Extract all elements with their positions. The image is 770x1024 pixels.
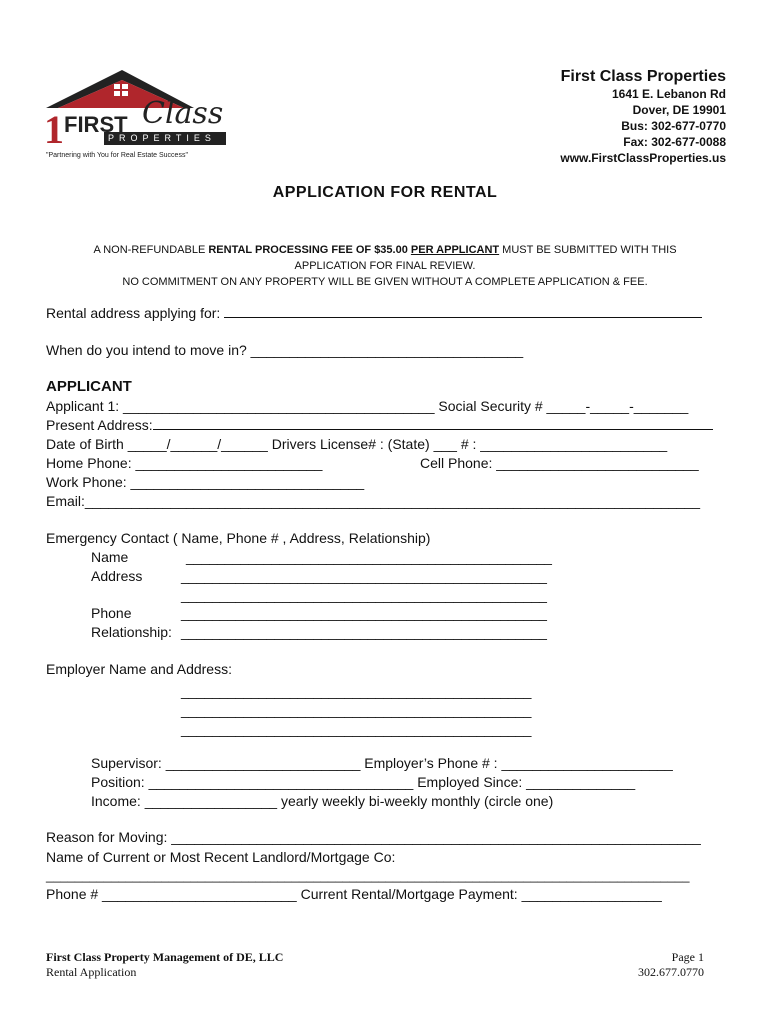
phone-payment-row[interactable]: Phone # _________________________ Current Rental/Mortgage Payment: __________________ <box>46 886 662 902</box>
employer-label: Employer Name and Address: <box>46 661 232 677</box>
rental-address-field[interactable] <box>224 305 702 318</box>
ec-name-label: Name <box>91 549 129 565</box>
ec-relationship-field[interactable]: _______________________________________________ <box>181 624 547 640</box>
ec-address-field-2[interactable]: _______________________________________________ <box>181 587 547 603</box>
work-phone-field[interactable]: Work Phone: ______________________________ <box>46 474 365 490</box>
notice-fee: RENTAL PROCESSING FEE OF $35.00 <box>208 244 411 256</box>
logo-class: Class <box>142 96 224 131</box>
income-row[interactable]: Income: _________________ yearly weekly bi-weekly monthly (circle one) <box>91 793 554 809</box>
company-street: 1641 E. Lebanon Rd <box>611 87 726 101</box>
rental-address-label: Rental address applying for: <box>46 305 221 321</box>
notice-line3: NO COMMITMENT ON ANY PROPERTY WILL BE GIVEN WITHOUT A COMPLETE APPLICATION & FEE. <box>122 276 648 288</box>
company-city: Dover, DE 19901 <box>632 103 726 117</box>
fee-notice <box>30 242 740 290</box>
home-phone-field[interactable]: Home Phone: ________________________ <box>46 455 323 471</box>
move-in-field[interactable]: When do you intend to move in? ___________________________________ <box>46 342 524 358</box>
logo-properties: PROPERTIES <box>108 133 216 143</box>
position-row[interactable]: Position: __________________________________ Employed Since: ______________ <box>91 774 636 790</box>
logo-tagline: "Partnering with You for Real Estate Success" <box>46 152 188 159</box>
ec-phone-label: Phone <box>91 605 132 621</box>
employer-line-2[interactable]: _____________________________________________ <box>181 702 532 718</box>
present-address-row <box>46 417 713 433</box>
company-name: First Class Properties <box>560 68 726 85</box>
emergency-contact-label: Emergency Contact ( Name, Phone # , Address, Relationship) <box>46 530 431 546</box>
notice-line2: APPLICATION FOR FINAL REVIEW. <box>294 260 476 272</box>
email-field[interactable]: Email:_______________________________________________________________________________ <box>46 493 701 509</box>
footer-company: First Class Property Management of DE, LLC <box>46 950 284 964</box>
cell-phone-field[interactable]: Cell Phone: __________________________ <box>420 455 699 471</box>
company-logo <box>44 66 234 166</box>
dob-license-row[interactable]: Date of Birth _____/______/______ Drivers License# : (State) ___ # : ________________________ <box>46 436 668 452</box>
employer-line-3[interactable]: _____________________________________________ <box>181 721 532 737</box>
landlord-label: Name of Current or Most Recent Landlord/Mortgage Co: <box>46 849 396 865</box>
footer-phone: 302.677.0770 <box>638 965 704 979</box>
company-info <box>560 68 726 166</box>
company-bus-phone: Bus: 302-677-0770 <box>621 119 726 133</box>
employer-line-1[interactable]: _____________________________________________ <box>181 683 532 699</box>
logo-first: FIRST <box>64 112 128 137</box>
footer-left <box>46 950 283 980</box>
company-website: www.FirstClassProperties.us <box>560 151 726 165</box>
ec-address-label: Address <box>91 568 143 584</box>
applicant1-row[interactable]: Applicant 1: ________________________________________ Social Security # _____-_____-_______ <box>46 398 689 414</box>
ec-name-field[interactable]: _______________________________________________ <box>186 549 552 565</box>
reason-moving-field[interactable]: Reason for Moving: ____________________________________________________________________ <box>46 829 701 845</box>
rental-address-row <box>46 305 702 321</box>
landlord-field[interactable]: _________________________________________________________________________________________ <box>46 868 690 883</box>
ec-address-field[interactable]: _______________________________________________ <box>181 568 547 584</box>
footer-page-number: Page 1 <box>671 950 704 964</box>
footer-doc-name: Rental Application <box>46 965 137 979</box>
company-fax: Fax: 302-677-0088 <box>623 135 726 149</box>
supervisor-row[interactable]: Supervisor: _________________________ Employer’s Phone # : ______________________ <box>91 755 673 771</box>
present-address-field[interactable] <box>153 417 713 430</box>
present-address-label: Present Address: <box>46 417 153 433</box>
ec-relationship-label: Relationship: <box>91 624 172 640</box>
notice-part4: MUST BE SUBMITTED WITH THIS <box>499 244 677 256</box>
applicant-heading: APPLICANT <box>46 378 132 395</box>
notice-part1: A NON-REFUNDABLE <box>93 244 209 256</box>
page-title: APPLICATION FOR RENTAL <box>272 184 498 201</box>
ec-phone-field[interactable]: _______________________________________________ <box>181 605 547 621</box>
footer-right <box>638 950 704 980</box>
logo-numeral: 1 <box>44 107 64 152</box>
notice-per-applicant: PER APPLICANT <box>410 244 500 256</box>
